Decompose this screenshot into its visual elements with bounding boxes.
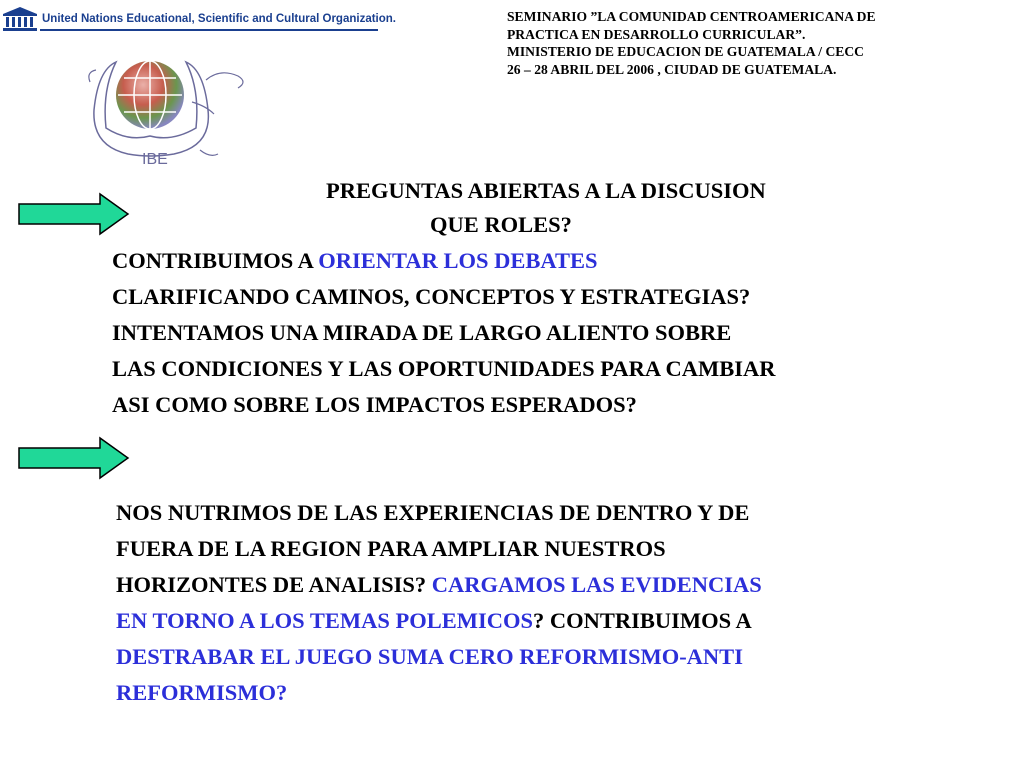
section-2-line: REFORMISMO? [116,680,288,705]
section-2-line: EN TORNO A LOS TEMAS POLEMICOS? CONTRIBUIMOS A [116,608,752,633]
section-1-line: CLARIFICANDO CAMINOS, CONCEPTOS Y ESTRATEGIAS? [112,284,751,309]
unesco-temple-icon [2,6,38,32]
slide-subtitle: QUE ROLES? [430,212,572,237]
section-2-line: FUERA DE LA REGION PARA AMPLIAR NUESTROS [116,536,666,561]
highlight-text: ORIENTAR LOS DEBATES [318,248,598,273]
section-1-line: INTENTAMOS UNA MIRADA DE LARGO ALIENTO SOBRE [112,320,732,345]
section-1-line: ASI COMO SOBRE LOS IMPACTOS ESPERADOS? [112,392,637,417]
globe-book-icon [88,50,256,174]
right-arrow-icon [18,192,130,236]
unesco-underline [40,29,378,31]
highlight-text: CARGAMOS LAS EVIDENCIAS [431,572,762,597]
section-2-line: NOS NUTRIMOS DE LAS EXPERIENCIAS DE DENTRO Y DE [116,500,750,525]
unesco-banner [2,6,396,32]
section-1-line: CONTRIBUIMOS A ORIENTAR LOS DEBATES [112,248,598,273]
section-1-line: LAS CONDICIONES Y LAS OPORTUNIDADES PARA CAMBIAR [112,356,776,381]
header-line: PRACTICA EN DESARROLLO CURRICULAR”. [507,26,806,42]
section-1 [112,243,775,423]
ibe-label: IBE [142,151,168,168]
ibe-logo [88,50,256,174]
section-2-line: DESTRABAR EL JUEGO SUMA CERO REFORMISMO-ANTI [116,644,743,669]
header-line: SEMINARIO ”LA COMUNIDAD CENTROAMERICANA DE [507,9,876,24]
highlight-text: EN TORNO A LOS TEMAS POLEMICOS [116,608,533,633]
unesco-name: United Nations Educational, Scientific and Cultural Organization. [42,13,396,25]
right-arrow-icon [18,436,130,480]
header-line: MINISTERIO DE EDUCACION DE GUATEMALA / CECC [507,44,865,60]
seminar-header [507,8,1012,78]
header-line: 26 – 28 ABRIL DEL 2006 , CIUDAD DE GUATEMALA. [507,61,837,77]
slide-title: PREGUNTAS ABIERTAS A LA DISCUSION [326,178,766,203]
section-2-line: HORIZONTES DE ANALISIS? CARGAMOS LAS EVIDENCIAS [116,572,762,597]
section-2 [116,495,762,711]
